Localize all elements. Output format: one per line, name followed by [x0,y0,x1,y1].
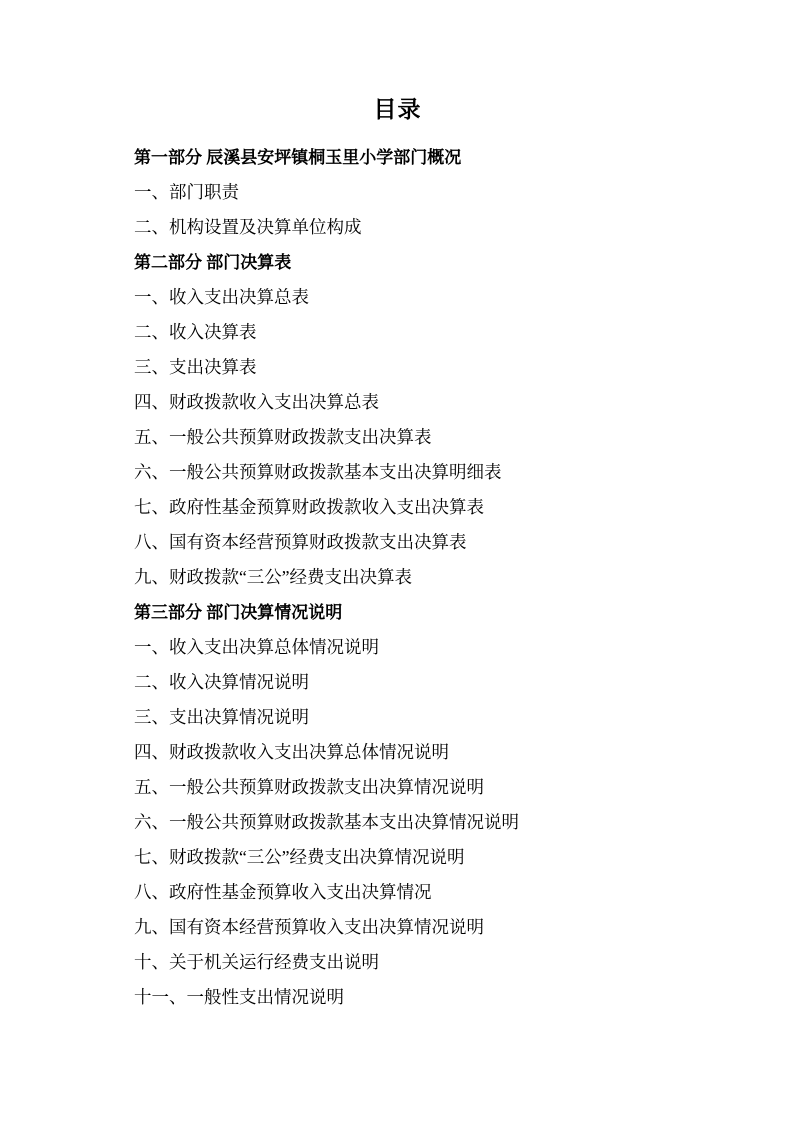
toc-entry[interactable]: 一、部门职责 [134,181,239,202]
toc-entry[interactable]: 四、财政拨款收入支出决算总表 [134,391,379,412]
toc-entry[interactable]: 三、支出决算情况说明 [134,706,309,727]
toc-entry[interactable]: 第一部分 辰溪县安坪镇桐玉里小学部门概况 [134,147,462,167]
toc-entry[interactable]: 七、财政拨款“三公”经费支出决算情况说明 [134,846,465,867]
toc-entry[interactable]: 二、收入决算表 [134,321,257,342]
toc-entry[interactable]: 第二部分 部门决算表 [134,252,292,272]
toc-entry[interactable]: 九、国有资本经营预算收入支出决算情况说明 [134,916,484,937]
toc-entry[interactable]: 一、收入支出决算总表 [134,286,309,307]
toc-entry[interactable]: 二、收入决算情况说明 [134,671,309,692]
toc-entry[interactable]: 十一、一般性支出情况说明 [134,986,344,1007]
toc-entry[interactable]: 第三部分 部门决算情况说明 [134,602,343,622]
toc-entry[interactable]: 十、关于机关运行经费支出说明 [134,951,379,972]
toc-entry[interactable]: 九、财政拨款“三公”经费支出决算表 [134,566,413,587]
toc-entry[interactable]: 六、一般公共预算财政拨款基本支出决算明细表 [134,461,502,482]
toc-entry[interactable]: 三、支出决算表 [134,356,257,377]
toc-entry[interactable]: 五、一般公共预算财政拨款支出决算表 [134,426,432,447]
toc-entry[interactable]: 五、一般公共预算财政拨款支出决算情况说明 [134,776,484,797]
toc-entry[interactable]: 六、一般公共预算财政拨款基本支出决算情况说明 [134,811,519,832]
toc-entry[interactable]: 一、收入支出决算总体情况说明 [134,636,379,657]
toc-entry[interactable]: 八、政府性基金预算收入支出决算情况 [134,881,432,902]
toc-entry[interactable]: 四、财政拨款收入支出决算总体情况说明 [134,741,449,762]
toc-entry[interactable]: 七、政府性基金预算财政拨款收入支出决算表 [134,496,484,517]
toc-entry[interactable]: 八、国有资本经营预算财政拨款支出决算表 [134,531,467,552]
toc-entry[interactable]: 二、机构设置及决算单位构成 [134,216,362,237]
page-title: 目录 [373,97,422,122]
table-of-contents [134,140,673,1015]
